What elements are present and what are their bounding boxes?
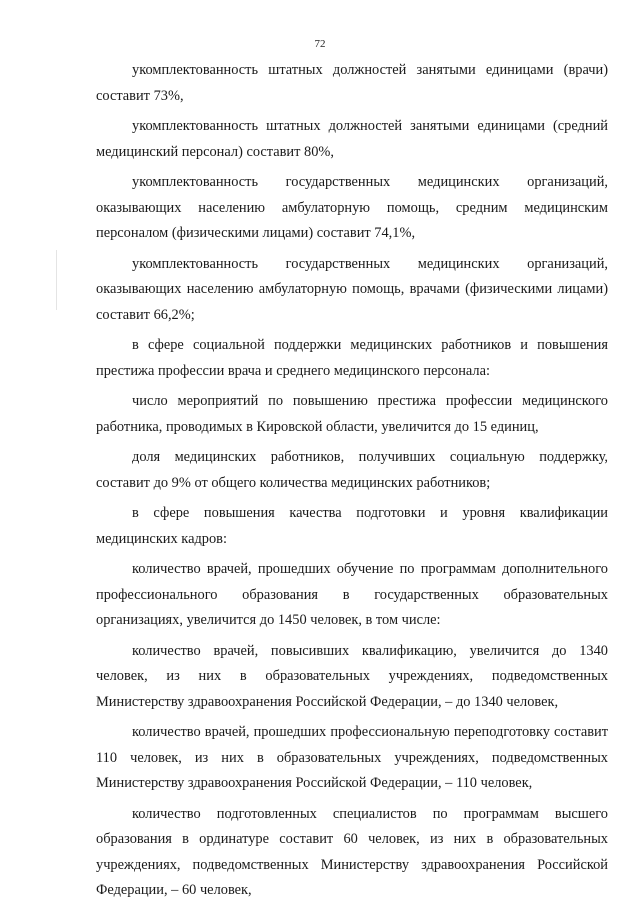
paragraph: количество врачей, повысивших квалификацию, увеличится до 1340 человек, из них в образовательных учреждениях, подведомственных Министерству здравоохранения Российской Федерации, – до 1340 человек,: [96, 642, 608, 710]
paragraph: количество подготовленных специалистов по программам высшего образования в ординатуре составит 60 человек, из них в образовательных учреждениях, подведомственных Министерству здравоохранения Российской Федерации, – 60 человек,: [96, 805, 608, 898]
paragraph: количество врачей, прошедших профессиональную переподготовку составит 110 человек, из них в образовательных учреждениях, подведомственных Министерству здравоохранения Российской Федерации, – 110 человек,: [96, 724, 608, 791]
paragraph: доля медицинских работников, получивших социальную поддержку, составит до 9% от общего количества медицинских работников;: [96, 449, 608, 491]
margin-mark: [56, 250, 57, 310]
paragraph: укомплектованность государственных медицинских организаций, оказывающих населению амбулаторную помощь, врачами (физическими лицами) составит 66,2%;: [96, 255, 608, 323]
paragraph: в сфере повышения качества подготовки и уровня квалификации медицинских кадров:: [96, 505, 608, 547]
paragraph: укомплектованность штатных должностей занятыми единицами (средний медицинский персонал) составит 80%,: [96, 118, 608, 160]
paragraph: в сфере социальной поддержки медицинских работников и повышения престижа профессии врача и среднего медицинского персонала:: [96, 337, 608, 379]
page-number: 72: [314, 38, 326, 50]
paragraph: укомплектованность государственных медицинских организаций, оказывающих населению амбулаторную помощь, средним медицинским персоналом (физическими лицами) составит 74,1%,: [96, 174, 608, 241]
paragraph: число мероприятий по повышению престижа профессии медицинского работника, проводимых в Кировской области, увеличится до 15 единиц,: [96, 393, 608, 435]
paragraph: укомплектованность штатных должностей занятыми единицами (врачи) составит 73%,: [96, 62, 608, 104]
paragraph: количество врачей, прошедших обучение по программам дополнительного профессионального образования в государственных образовательных организациях, увеличится до 1450 человек, в том числе:: [96, 561, 608, 628]
body-text: [96, 58, 608, 909]
